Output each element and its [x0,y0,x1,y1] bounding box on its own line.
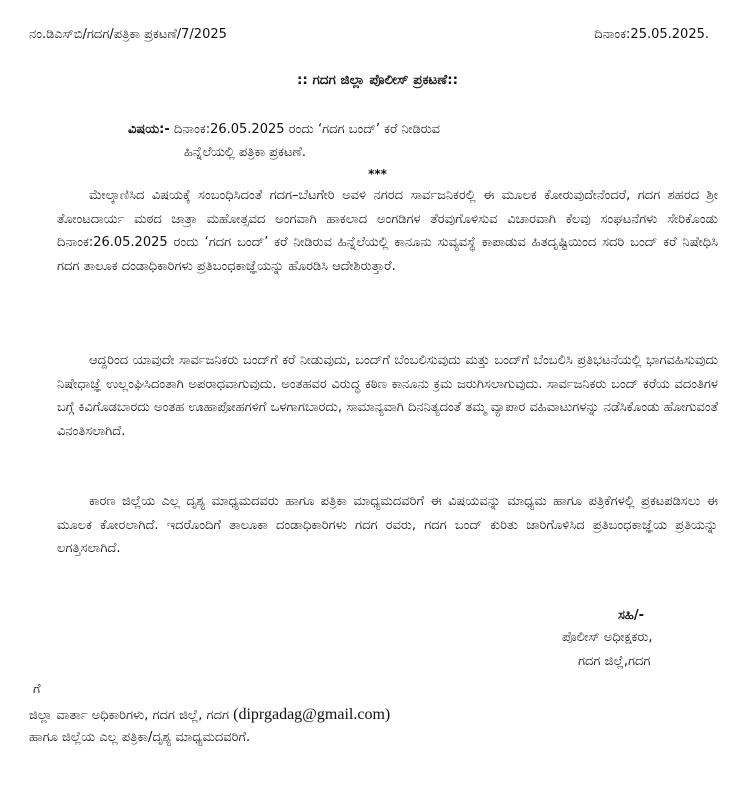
subject-line-2: ಹಿನ್ನೆಲೆಯಲ್ಲಿ ಪತ್ರಿಕಾ ಪ್ರಕಟಣೆ. [184,145,307,160]
signature-mark: ಸಹಿ/- [618,608,644,623]
body-paragraph-3: ಕಾರಣ ಜಿಲ್ಲೆಯ ಎಲ್ಲ ದೃಶ್ಯ ಮಾಧ್ಯಮದವರು ಹಾಗೂ ಪತ್ರಿಕಾ ಮಾಧ್ಯಮದವರಿಗೆ ಈ ವಿಷಯವನ್ನು ಮಾಧ್ಯಮ ಹಾಗೂ ಪತ್ರಿಕೆಗಳಲ್ಲಿ ಪ್ರಕಟಪಡಿಸಲು ಈ ಮೂಲಕ ಕೋರಲಾಗಿದೆ. ಇದರೊಂದಿಗೆ ತಾಲೂಕಾ ದಂಡಾಧಿಕಾರಿಗಳು ಗದಗ ರವರು, ಗದಗ ಬಂದ್ ಕುರಿತು ಜಾರಿಗೊಳಿಸಿದ ಪ್ರತಿಬಂಧಕಾಜ್ಞೆಯ ಪ್ರತಿಯನ್ನು ಲಗತ್ತಿಸಲಾಗಿದೆ. [57,494,718,556]
recipient-line-2: ಹಾಗೂ ಜಿಲ್ಲೆಯ ಎಲ್ಲ ಪತ್ರಿಕಾ/ದೃಶ್ಯ ಮಾಧ್ಯಮದವರಿಗೆ. [29,730,251,745]
subject-block [128,118,688,164]
recipient-email: (diprgadag@gmail.com) [233,706,391,723]
body-paragraph-2: ಆದ್ದರಿಂದ ಯಾವುದೇ ಸಾರ್ವಜನಿಕರು ಬಂದ್‌ಗೆ ಕರೆ ನೀಡುವುದು, ಬಂದ್‌ಗೆ ಬೆಂಬಲಿಸುವುದು ಮತ್ತು ಬಂದ್‌ಗೆ ಬೆಂಬಲಿಸಿ ಪ್ರತಿಭಟನೆಯಲ್ಲಿ ಭಾಗವಹಿಸುವುದು ನಿಷೇಧಾಜ್ಞೆ ಉಲ್ಲಂಘಿಸಿದಂತಾಗಿ ಅಪರಾಧವಾಗುವುದು. ಅಂತಹವರ ವಿರುದ್ಧ ಕಠಿಣ ಕಾನೂನು ಕ್ರಮ ಜರುಗಿಸಲಾಗುವುದು. ಸಾರ್ವಜನಿಕರು ಬಂದ್ ಕರೆಯ ವದಂತಿಗಳ ಬಗ್ಗೆ ಕಿವಿಗೊಡಬಾರದು ಅಂತಹ ಊಹಾಪೋಹಗಳಿಗೆ ಒಳಗಾಗಬಾರದು, ಸಾಮಾನ್ಯವಾಗಿ ದಿನನಿತ್ಯದಂತೆ ತಮ್ಮ ವ್ಯಾಪಾರ ವಹಿವಾಟುಗಳನ್ನು ನಡೆಸಿಕೊಂಡು ಹೋಗುವಂತೆ ವಿನಂತಿಸಲಾಗಿದೆ. [57,353,718,439]
signatory-office: ಗದಗ ಜಿಲ್ಲೆ,ಗದಗ [578,654,651,669]
reference-number: ನಂ.ಡಿಎಸ್‌ಬಿ/ಗದಗ/ಪತ್ರಿಕಾ ಪ್ರಕಟಣೆ/7/2025 [29,27,227,42]
release-date: ದಿನಾಂಕ:25.05.2025. [594,27,709,42]
section-separator: *** [368,167,387,181]
signatory-designation: ಪೊಲೀಸ್ ಅಧೀಕ್ಷಕರು, [562,630,653,645]
document-title: :: ಗದಗ ಜಿಲ್ಲಾ ಪೊಲೀಸ್ ಪ್ರಕಟಣೆ:: [297,72,458,88]
recipient-1-name: ಜಿಲ್ಲಾ ವಾರ್ತಾ ಅಧಿಕಾರಿಗಳು, ಗದಗ ಜಿಲ್ಲೆ, ಗದಗ [29,708,234,723]
recipient-line-1 [29,706,390,724]
subject-label: ವಿಷಯ:- [128,122,170,137]
subject-line-1: ದಿನಾಂಕ:26.05.2025 ರಂದು ‘ಗದಗ ಬಂದ್’ ಕರೆ ನೀಡಿರುವ [169,122,441,137]
recipients-label: ಗೆ [33,682,41,697]
body-paragraph-1: ಮೇಲ್ಕಾಣಿಸಿದ ವಿಷಯಕ್ಕೆ ಸಂಬಂಧಿಸಿದಂತೆ ಗದಗ–ಬೆಟಗೇರಿ ಅವಳಿ ನಗರದ ಸಾರ್ವಜನಿಕರಲ್ಲಿ ಈ ಮೂಲಕ ಕೋರುವುದೇನೆಂದರೆ, ಗದಗ ಶಹರದ ಶ್ರೀ ತೋಂಟದಾರ್ಯ ಮಠದ ಜಾತ್ರಾ ಮಹೋತ್ಸವದ ಅಂಗವಾಗಿ ಹಾಕಲಾದ ಅಂಗಡಿಗಳ ತೆರವುಗೊಳಿಸುವ ವಿಚಾರವಾಗಿ ಕೆಲವು ಸಂಘಟನೆಗಳು ಸೇರಿಕೊಂಡು ದಿನಾಂಕ:26.05.2025 ರಂದು ‘ಗದಗ ಬಂದ್’ ಕರೆ ನೀಡಿರುವ ಹಿನ್ನೆಲೆಯಲ್ಲಿ ಕಾನೂನು ಸುವ್ಯವಸ್ಥೆ ಕಾಪಾಡುವ ಹಿತದೃಷ್ಟಿಯಿಂದ ಸದರಿ ಬಂದ್ ಕರೆ ನಿಷೇಧಿಸಿ ಗದಗ ತಾಲೂಕ ದಂಡಾಧಿಕಾರಿಗಳು ಪ್ರತಿಬಂಧಕಾಜ್ಞೆಯನ್ನು ಹೊರಡಿಸಿ ಆದೇಶಿರುತ್ತಾರೆ. [57,188,718,274]
